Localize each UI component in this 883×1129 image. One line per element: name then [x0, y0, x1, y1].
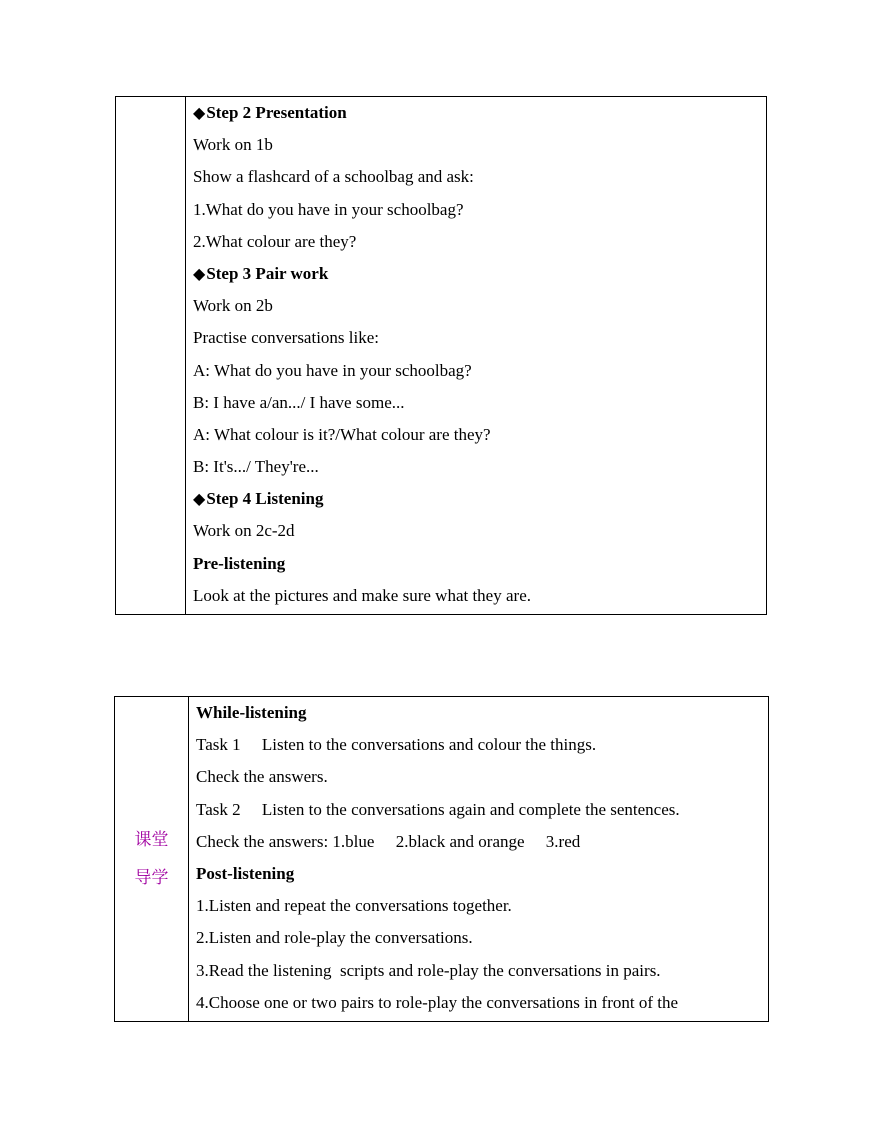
text-line: [196, 796, 768, 828]
text-line: [193, 357, 766, 389]
text-line: [193, 582, 766, 614]
line-text: 4.Choose one or two pairs to role-play the conversations in front of the: [196, 992, 679, 1012]
line-text: A: What colour is it?/What colour are they?: [193, 424, 491, 444]
label-line-2: 导学: [134, 867, 169, 888]
line-text: Work on 2b: [193, 296, 273, 316]
label-line-1: 课堂: [134, 829, 169, 850]
diamond-icon: ◆: [193, 263, 206, 283]
text-line: [196, 957, 768, 989]
text-line: [196, 828, 768, 860]
text-line: [193, 421, 766, 453]
line-text: B: I have a/an.../ I have some...: [193, 392, 405, 412]
text-line: [193, 389, 766, 421]
content-lines: [186, 97, 766, 614]
text-line: [193, 453, 766, 485]
line-text: Post-listening: [196, 863, 295, 883]
lesson-table-2: [114, 696, 769, 1022]
line-text: 2.Listen and role-play the conversations.: [196, 928, 473, 948]
line-text: 2.What colour are they?: [193, 231, 357, 251]
text-line: [193, 196, 766, 228]
text-line: [193, 260, 766, 292]
diamond-icon: ◆: [193, 103, 206, 122]
text-line: [193, 292, 766, 324]
text-line: [196, 763, 768, 795]
line-text: Step 4 Listening: [206, 489, 324, 509]
text-line: [196, 924, 768, 956]
text-line: [196, 731, 768, 763]
line-text: Check the answers: 1.blue 2.black and orange 3.red: [196, 831, 581, 851]
line-text: A: What do you have in your schoolbag?: [193, 360, 472, 380]
text-line: [193, 517, 766, 549]
diamond-icon: ◆: [193, 489, 206, 509]
text-line: [196, 860, 768, 892]
row-label-cell: [116, 97, 186, 615]
line-text: Check the answers.: [196, 767, 328, 787]
content-lines: [189, 697, 768, 1021]
text-line: [193, 550, 766, 582]
line-text: 1.Listen and repeat the conversations together.: [196, 896, 512, 916]
line-text: While-listening: [196, 703, 307, 722]
text-line: [193, 99, 766, 131]
text-line: [196, 699, 768, 731]
line-text: Step 3 Pair work: [206, 263, 329, 283]
line-text: Look at the pictures and make sure what they are.: [193, 585, 531, 605]
line-text: B: It's.../ They're...: [193, 457, 319, 477]
text-line: [196, 989, 768, 1021]
content-cell: [189, 697, 769, 1022]
line-text: Pre-listening: [193, 553, 286, 573]
row-label-cell: [115, 697, 189, 1022]
text-line: [193, 163, 766, 195]
line-text: Work on 1b: [193, 135, 273, 155]
content-cell: [186, 97, 767, 615]
line-text: 1.What do you have in your schoolbag?: [193, 199, 464, 219]
line-text: 3.Read the listening scripts and role-play the conversations in pairs.: [196, 960, 661, 980]
line-text: Task 2 Listen to the conversations again and complete the sentences.: [196, 799, 680, 819]
text-line: [193, 131, 766, 163]
lesson-table-1: [115, 96, 767, 615]
line-text: Step 2 Presentation: [206, 103, 347, 122]
line-text: Practise conversations like:: [193, 328, 380, 348]
text-line: [193, 324, 766, 356]
text-line: [193, 228, 766, 260]
line-text: Show a flashcard of a schoolbag and ask:: [193, 167, 474, 187]
text-line: [193, 485, 766, 517]
line-text: Work on 2c-2d: [193, 521, 295, 541]
line-text: Task 1 Listen to the conversations and colour the things.: [196, 735, 597, 755]
text-line: [196, 892, 768, 924]
